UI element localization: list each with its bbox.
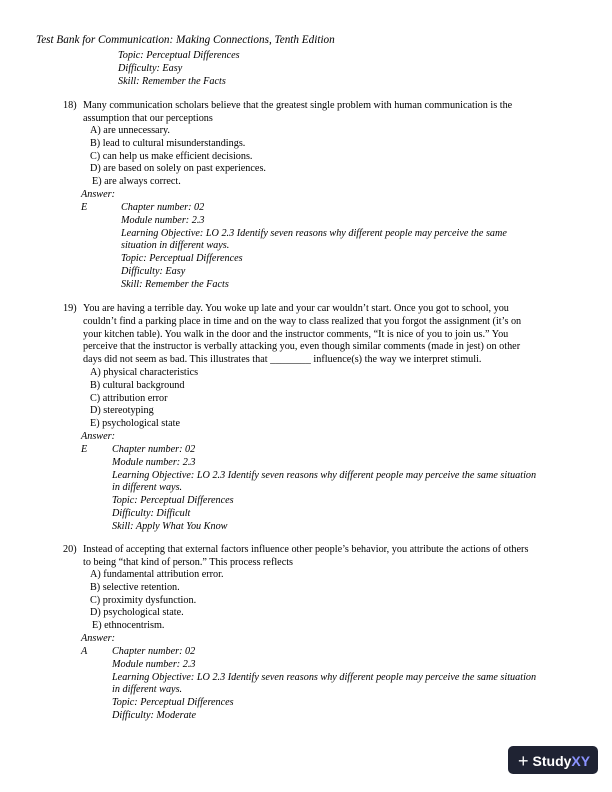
question-number: 18) bbox=[63, 100, 77, 111]
learning-objective: Learning Objective: LO 2.3 Identify seven reasons why different people may perceive the same situation bbox=[112, 671, 537, 683]
answer-label: Answer: E bbox=[81, 431, 115, 455]
question-metadata bbox=[112, 444, 536, 534]
stem-line: You are having a terrible day. You woke up late and your car wouldn’t start. Once you got to school, you bbox=[83, 303, 509, 314]
learning-objective: in different ways. bbox=[112, 482, 183, 494]
difficulty: Difficulty: Difficult bbox=[112, 507, 191, 519]
answer-label: Answer: E bbox=[81, 189, 115, 213]
stem-line: your kitchen table). You walk in the door and the instructor comments, “It is nice of you to join us.” You bbox=[83, 328, 509, 340]
module-number: Module number: 2.3 bbox=[112, 658, 196, 670]
skill: Skill: Remember the Facts bbox=[121, 278, 229, 290]
choice-d: D) are based on solely on past experiences. bbox=[90, 163, 266, 175]
prev-topic: Topic: Perceptual Differences bbox=[118, 50, 240, 61]
choice-c: C) can help us make efficient decisions. bbox=[90, 150, 253, 162]
choice-a: A) physical characteristics bbox=[90, 367, 199, 378]
answer-label: Answer: A bbox=[81, 633, 115, 657]
difficulty: Difficulty: Moderate bbox=[112, 709, 197, 721]
chapter-number: Chapter number: 02 bbox=[112, 444, 196, 455]
topic: Topic: Perceptual Differences bbox=[121, 253, 243, 265]
prev-skill: Skill: Remember the Facts bbox=[118, 75, 226, 87]
prev-difficulty: Difficulty: Easy bbox=[118, 62, 183, 74]
logo-xy-text: XY bbox=[571, 753, 591, 769]
skill: Skill: Apply What You Know bbox=[112, 520, 228, 532]
choice-e: E) are always correct. bbox=[92, 176, 181, 188]
module-number: Module number: 2.3 bbox=[112, 456, 196, 468]
choice-d: D) psychological state. bbox=[90, 607, 184, 619]
answer-choices bbox=[90, 125, 266, 189]
answer-choices bbox=[90, 569, 224, 633]
learning-objective: in different ways. bbox=[112, 684, 183, 696]
choice-a: A) fundamental attribution error. bbox=[90, 569, 224, 580]
choice-b: B) selective retention. bbox=[90, 581, 180, 593]
choice-c: C) proximity dysfunction. bbox=[90, 594, 197, 606]
difficulty: Difficulty: Easy bbox=[121, 265, 186, 277]
stem-line: assumption that our perceptions bbox=[83, 112, 213, 124]
learning-objective: Learning Objective: LO 2.3 Identify seven reasons why different people may perceive the same situation bbox=[112, 469, 537, 481]
choice-a: A) are unnecessary. bbox=[90, 125, 170, 136]
stem-line: Instead of accepting that external factors influence other people’s behavior, you attribute the actions of others bbox=[83, 544, 529, 555]
stem-line: to being “that kind of person.” This process reflects bbox=[83, 556, 294, 568]
learning-objective: situation in different ways. bbox=[121, 240, 230, 252]
logo-study-text: Study bbox=[532, 753, 572, 769]
learning-objective: Learning Objective: LO 2.3 Identify seven reasons why different people may perceive the same bbox=[121, 227, 507, 239]
module-number: Module number: 2.3 bbox=[121, 214, 205, 226]
stem-line: perceive that the instructor is verbally attacking you, even though similar comments (made in jest) on other bbox=[83, 341, 521, 353]
choice-c: C) attribution error bbox=[90, 392, 168, 404]
choice-b: B) cultural background bbox=[90, 379, 185, 391]
chapter-number: Chapter number: 02 bbox=[112, 646, 196, 657]
question-stem bbox=[83, 544, 583, 570]
prev-question-meta bbox=[118, 50, 240, 88]
choice-e: E) psychological state bbox=[90, 418, 180, 430]
stem-line: couldn’t find a parking place in time and on the way to class realized that you forgot the assignment (it’s on bbox=[83, 315, 522, 327]
topic: Topic: Perceptual Differences bbox=[112, 697, 234, 709]
question-number: 19) bbox=[63, 303, 77, 314]
page-header-title: Test Bank for Communication: Making Connections, Tenth Edition bbox=[36, 34, 335, 46]
studyxy-logo bbox=[508, 746, 598, 774]
question-stem bbox=[83, 303, 583, 367]
question-stem bbox=[83, 100, 583, 126]
answer-choices bbox=[90, 367, 198, 431]
stem-line: Many communication scholars believe that the greatest single problem with human communication is the bbox=[83, 100, 513, 111]
choice-b: B) lead to cultural misunderstandings. bbox=[90, 137, 246, 149]
choice-d: D) stereotyping bbox=[90, 405, 154, 417]
question-metadata bbox=[112, 646, 536, 723]
question-number: 20) bbox=[63, 544, 77, 555]
chapter-number: Chapter number: 02 bbox=[121, 202, 205, 213]
plus-icon: + bbox=[518, 751, 529, 771]
topic: Topic: Perceptual Differences bbox=[112, 495, 234, 507]
stem-line: days did not seem as bad. This illustrates that ________ influence(s) the way we interpret stimuli. bbox=[83, 354, 482, 366]
choice-e: E) ethnocentrism. bbox=[92, 620, 165, 632]
question-metadata bbox=[121, 202, 507, 292]
